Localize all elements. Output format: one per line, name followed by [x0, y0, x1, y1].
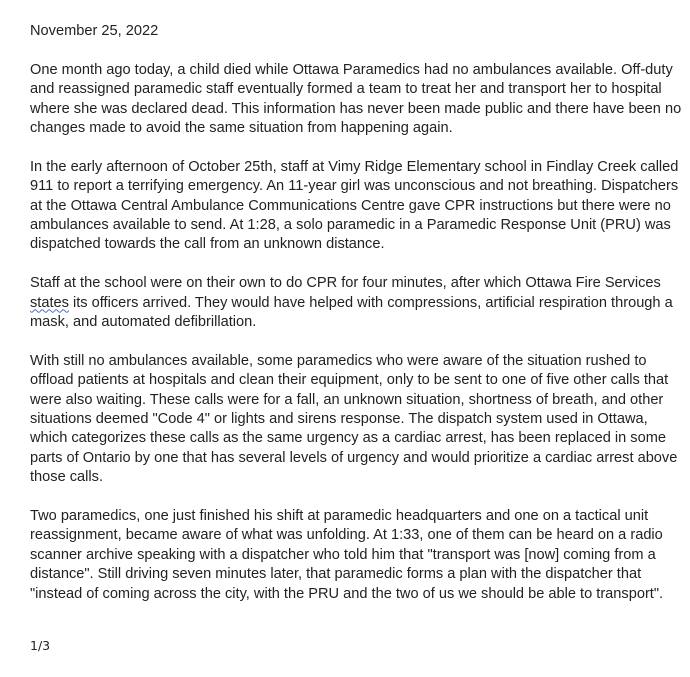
paragraph-3 — [30, 274, 682, 332]
page-indicator: 1/3 — [30, 638, 51, 653]
document-body — [30, 22, 682, 624]
paragraph-2: In the early afternoon of October 25th, staff at Vimy Ridge Elementary school in Findlay Creek called 911 to report a terrifying emergency. An 11-year girl was unconscious and not breathing. Dispatchers at the Ottawa Central Ambulance Communications Centre gave CPR instructions but there were no ambulances available to send. At 1:28, a solo paramedic in a Paramedic Response Unit (PRU) was dispatched towards the call from an unknown distance. — [30, 158, 679, 253]
paragraph-3-text-start: Staff at the school were on their own to do CPR for four minutes, after which Ottawa Fire Services — [30, 275, 661, 292]
paragraph-3-text-end: its officers arrived. They would have helped with compressions, artificial respiration through a mask, and automated defibrillation. — [30, 294, 673, 331]
spellcheck-flagged-word[interactable]: states — [30, 294, 69, 311]
paragraph-4: With still no ambulances available, some paramedics who were aware of the situation rushed to offload patients at hospitals and clean their equipment, only to be sent to one of five other calls that were also waiting. These calls were for a fall, an unknown situation, shortness of breath, and other situations deemed "Code 4" or lights and sirens response. The dispatch system used in Ottawa, which categorizes these calls as the same urgency as a cardiac arrest, has been replaced in some parts of Ontario by one that has several levels of urgency and would prioritize a cardiac arrest above those calls. — [30, 352, 678, 486]
document-date: November 25, 2022 — [30, 23, 159, 39]
paragraph-5: Two paramedics, one just finished his shift at paramedic headquarters and one on a tactical unit reassignment, became aware of what was unfolding. At 1:33, one of them can be heard on a radio scanner archive speaking with a dispatcher who told him that "transport was [now] coming from a distance". Still driving seven minutes later, that paramedic forms a plan with the dispatcher that "instead of coming across the city, with the PRU and the two of us we should be able to transport". — [30, 508, 664, 602]
paragraph-1: One month ago today, a child died while Ottawa Paramedics had no ambulances available. Off-duty and reassigned paramedic staff eventually formed a team to treat her and transport her to hospital where she was declared dead. This information has never been made public and there have been no changes made to avoid the same situation from happening again. — [30, 61, 682, 137]
